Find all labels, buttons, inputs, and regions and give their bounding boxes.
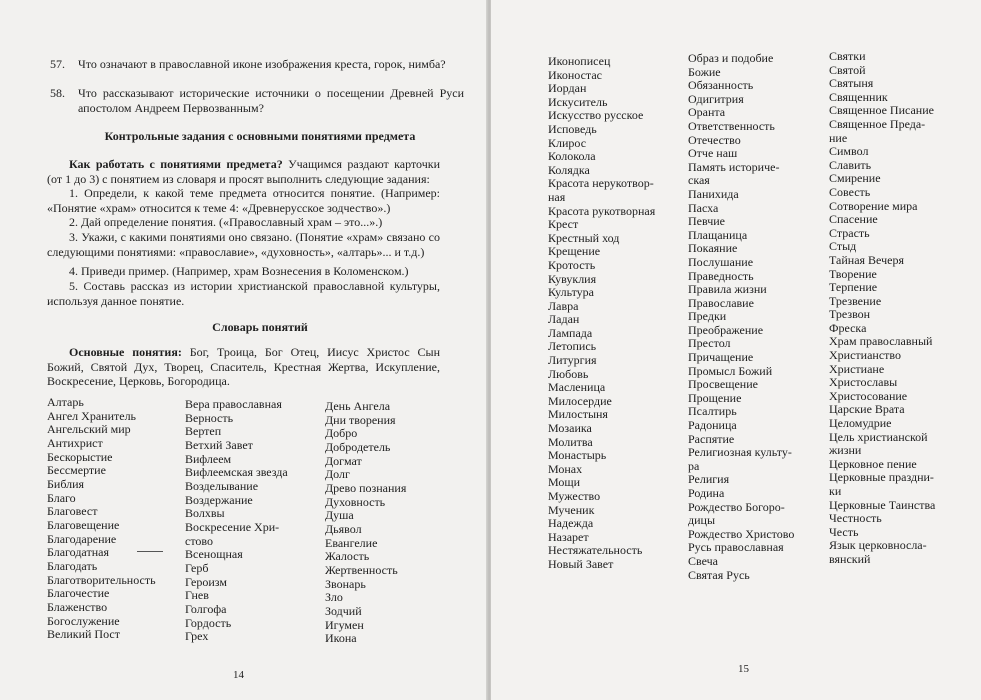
dictionary-term: Герб <box>185 560 209 575</box>
dictionary-term: Цель христианской <box>829 429 928 444</box>
dictionary-term: Игумен <box>325 617 364 632</box>
dictionary-term: ная <box>548 189 566 204</box>
dictionary-term: День Ангела <box>325 399 391 413</box>
task-4: 4. Приведи пример. (Например, храм Вознесения в Коломенском.) <box>69 264 409 278</box>
section-title: Контрольные задания с основными понятиями предмета <box>104 129 416 143</box>
dictionary-term: Вертеп <box>185 424 222 439</box>
dictionary-term: Долг <box>325 467 350 482</box>
dictionary-term: Отче наш <box>688 146 738 161</box>
dictionary-term: Мозаика <box>548 421 592 436</box>
dictionary-term: Вифлеем <box>185 451 232 466</box>
dictionary-term: Святки <box>829 49 866 63</box>
dictionary-term: Культура <box>548 285 594 300</box>
dictionary-term: Христосование <box>829 388 908 403</box>
task-2: 2. Дай определение понятия. («Православный храм – это...».) <box>69 215 383 229</box>
dictionary-term: стово <box>185 533 213 548</box>
right-page <box>491 0 981 700</box>
dictionary-term: Жертвенность <box>325 562 398 577</box>
dictionary-term: Колядка <box>548 162 590 177</box>
dictionary-term: Одигитрия <box>688 91 744 106</box>
dictionary-term: Память историче- <box>688 159 780 174</box>
page-number: 15 <box>738 663 749 675</box>
dictionary-term: Кувуклия <box>548 271 597 286</box>
dictionary-column-1 <box>47 396 156 642</box>
dictionary-term: Смирение <box>829 171 881 186</box>
dictionary-term: Крест <box>548 217 579 232</box>
dictionary-term: Лавра <box>548 298 579 313</box>
dictionary-term: Священное Писание <box>829 103 934 118</box>
dictionary-title: Словарь понятий <box>212 320 308 334</box>
dictionary-term: Ангельский мир <box>47 422 131 437</box>
dictionary-term: Бессмертие <box>47 463 106 478</box>
dictionary-term: Кротость <box>548 257 596 272</box>
dictionary-term: Масленица <box>548 380 606 395</box>
basic-text: Бог, Троица, Бог Отец, Иисус Христос Сын Божий, Святой Дух, Творец, Спаситель, Крестная Жертва, Искупление, Воскресение, Церковь, Богородица. <box>47 345 440 389</box>
dictionary-term: Благочестие <box>47 586 110 601</box>
task-3: 3. Укажи, с какими понятиями оно связано. (Понятие «храм» связано со следующими понятиями: «православие», «духовность», «алтарь»... и т.д.) <box>47 230 440 259</box>
left-page <box>0 0 488 700</box>
dictionary-term: Предки <box>688 309 727 324</box>
dictionary-term: Назарет <box>548 529 589 544</box>
dictionary-term: Милосердие <box>548 393 612 408</box>
dictionary-term: Трезвон <box>829 307 871 322</box>
dictionary-term: Символ <box>829 144 869 159</box>
dictionary-term: Милостыня <box>548 407 608 422</box>
dictionary-term: Оранта <box>688 105 726 120</box>
dictionary-term: Благовест <box>47 504 98 519</box>
dictionary-term: Священное Преда- <box>829 116 926 131</box>
dictionary-term: Зодчий <box>325 603 362 618</box>
dictionary-term: Голгофа <box>185 601 227 616</box>
dictionary-term: Религия <box>688 472 730 487</box>
dictionary-term: Творение <box>829 266 877 281</box>
dictionary-term: Литургия <box>548 353 597 368</box>
dictionary-term: Мощи <box>548 475 581 490</box>
dictionary-term: Отечество <box>688 132 741 147</box>
dictionary-term: Язык церковносла- <box>829 538 927 553</box>
dictionary-term: Воскресение Хри- <box>185 519 280 534</box>
dictionary-term: Честность <box>829 511 882 526</box>
dictionary-term: Русь православная <box>688 540 784 555</box>
dictionary-term: Сотворение мира <box>829 198 918 213</box>
dictionary-term: Страсть <box>829 225 870 240</box>
dictionary-term: Послушание <box>688 254 754 269</box>
dictionary-term: Возделывание <box>185 478 259 493</box>
dictionary-term: Благодатная <box>47 545 109 560</box>
dictionary-term: Алтарь <box>47 395 84 409</box>
dictionary-term: Дни творения <box>325 412 396 427</box>
dictionary-term: Святыня <box>829 76 874 91</box>
dictionary-term: Родина <box>688 486 725 500</box>
dictionary-column-6 <box>829 50 935 567</box>
dictionary-term: ки <box>829 484 842 498</box>
dictionary-term: ние <box>829 130 848 145</box>
dictionary-term: Крестный ход <box>548 230 620 245</box>
dictionary-term: Библия <box>47 476 85 491</box>
task-1: 1. Определи, к какой теме предмета относится понятие. (Например: «Понятие «храм» относится к теме 4: «Древнерусское зодчество».) <box>47 186 440 215</box>
dictionary-term: Надежда <box>548 516 594 531</box>
dictionary-term: Благодарение <box>47 531 117 546</box>
dictionary-term: жизни <box>829 443 862 458</box>
question-number: 58. <box>50 86 65 100</box>
dictionary-term: Преображение <box>688 322 764 337</box>
dictionary-term: Прощение <box>688 390 742 405</box>
dictionary-term: Лампада <box>548 325 593 340</box>
dictionary-term: Причащение <box>688 350 754 365</box>
dictionary-term: Клирос <box>548 135 587 150</box>
dictionary-term: вянский <box>829 551 871 566</box>
task-5: 5. Составь рассказ из истории христианской православной культуры, используя данное понятие. <box>47 279 440 308</box>
dictionary-term: Духовность <box>325 494 386 509</box>
dictionary-term: Красота рукотворная <box>548 203 656 218</box>
dictionary-term: Верность <box>185 410 234 425</box>
dictionary-term: Панихида <box>688 186 739 201</box>
dictionary-term: Святая Русь <box>688 567 750 582</box>
dictionary-term: Монастырь <box>548 448 607 463</box>
dictionary-term: Праведность <box>688 268 754 283</box>
dictionary-term: Священник <box>829 89 888 104</box>
dictionary-term: Церковное пение <box>829 456 917 471</box>
question-text: Что означают в православной иконе изображения креста, горок, нимба? <box>78 57 446 71</box>
dictionary-term: Честь <box>829 524 859 539</box>
basic-concepts <box>47 345 440 389</box>
dictionary-term: Монах <box>548 461 583 476</box>
dictionary-term: Ответственность <box>688 118 775 133</box>
question-number: 57. <box>50 57 65 71</box>
dictionary-column-2 <box>185 398 288 644</box>
dictionary-term: Летопись <box>548 339 597 354</box>
dictionary-term: Просвещение <box>688 377 758 392</box>
dictionary-term: Звонарь <box>325 576 366 591</box>
dictionary-term: Благотворительность <box>47 572 156 587</box>
dictionary-term: Евангелие <box>325 535 378 550</box>
dictionary-term: Искусство русское <box>548 108 644 123</box>
dictionary-term: Жалость <box>325 549 370 564</box>
dictionary-term: Спасение <box>829 212 878 227</box>
dictionary-term: Царские Врата <box>829 402 905 417</box>
dictionary-term: Искуситель <box>548 94 608 109</box>
dictionary-term: Терпение <box>829 280 878 295</box>
dictionary-term: Промысл Божий <box>688 363 773 378</box>
dictionary-term: Гордость <box>185 615 232 630</box>
dictionary-term: Богослужение <box>47 613 120 628</box>
how-to-intro: Учащимся раздают карточки (от 1 до 3) с понятием из словаря и просят выполнить следующие задания: <box>47 157 441 186</box>
basic-label: Основные понятия: <box>69 345 182 359</box>
dictionary-term: Целомудрие <box>829 416 892 431</box>
dictionary-term: Блаженство <box>47 599 108 614</box>
dictionary-term: Икона <box>325 631 357 646</box>
dictionary-term: Нестяжательность <box>548 543 643 558</box>
dictionary-term: Антихрист <box>47 435 103 450</box>
dictionary-term: Ладан <box>548 312 580 327</box>
dictionary-term: Славить <box>829 157 872 172</box>
dictionary-column-3 <box>325 400 406 646</box>
dictionary-term: Плащаница <box>688 227 748 242</box>
dictionary-term: Вера православная <box>185 397 282 411</box>
dictionary-term: Храм православный <box>829 334 933 349</box>
dictionary-term: Обязанность <box>688 78 754 93</box>
dictionary-term: Грех <box>185 629 209 644</box>
dictionary-term: Благо <box>47 490 76 505</box>
dictionary-term: Добродетель <box>325 439 391 454</box>
dictionary-term: Мужество <box>548 489 601 503</box>
dictionary-term: Христианство <box>829 348 901 363</box>
page-number: 14 <box>233 669 244 681</box>
dictionary-term: Святой <box>829 62 866 77</box>
how-to-heading: Как работать с понятиями предмета? <box>69 157 283 171</box>
dictionary-term: Православие <box>688 295 754 310</box>
dictionary-term: Добро <box>325 426 358 441</box>
dictionary-term: Христославы <box>829 375 898 390</box>
dictionary-term: Правила жизни <box>688 282 767 297</box>
dictionary-term: Ангел Хранитель <box>47 408 137 423</box>
dictionary-column-5 <box>688 52 794 582</box>
dictionary-term: Рождество Богоро- <box>688 499 785 514</box>
dictionary-term: Христиане <box>829 361 885 376</box>
dictionary-term: Любовь <box>548 366 589 381</box>
dictionary-term: Дьявол <box>325 521 362 536</box>
dictionary-term: Певчие <box>688 214 725 229</box>
dictionary-term: Совесть <box>829 184 871 199</box>
dictionary-term: Трезвение <box>829 293 882 308</box>
dictionary-term: Рождество Христово <box>688 526 795 541</box>
dictionary-term: Образ и подобие <box>688 51 774 65</box>
dictionary-term: Гнев <box>185 588 209 603</box>
dictionary-term: Крещение <box>548 244 601 259</box>
dictionary-term: Свеча <box>688 553 718 568</box>
dictionary-term: ра <box>688 458 700 473</box>
dictionary-term: Догмат <box>325 453 362 468</box>
dash-mark <box>137 551 163 552</box>
dictionary-term: Великий Пост <box>47 627 120 642</box>
dictionary-term: дицы <box>688 513 716 528</box>
dictionary-term: Зло <box>325 590 343 605</box>
dictionary-term: Волхвы <box>185 506 225 521</box>
dictionary-term: Красота нерукотвор- <box>548 176 654 191</box>
dictionary-term: Древо познания <box>325 480 407 495</box>
dictionary-term: ская <box>688 173 710 188</box>
dictionary-term: Иконостас <box>548 67 602 82</box>
how-to-paragraph <box>47 157 440 186</box>
dictionary-term: Религиозная культу- <box>688 445 792 460</box>
dictionary-term: Мученик <box>548 502 595 517</box>
dictionary-term: Церковные праздни- <box>829 470 934 485</box>
dictionary-term: Иконописец <box>548 54 611 68</box>
dictionary-column-4 <box>548 55 655 572</box>
dictionary-term: Всенощная <box>185 547 243 562</box>
dictionary-term: Божие <box>688 64 721 79</box>
dictionary-term: Благодать <box>47 558 98 573</box>
dictionary-term: Радоница <box>688 418 737 433</box>
dictionary-term: Престол <box>688 336 731 351</box>
dictionary-term: Иордан <box>548 81 587 96</box>
question-text: Что рассказывают исторические источники о посещении Древней Руси апостолом Андреем Первозванным? <box>78 86 464 115</box>
dictionary-term: Вифлеемская звезда <box>185 465 288 480</box>
dictionary-term: Распятие <box>688 431 735 446</box>
dictionary-term: Покаяние <box>688 241 738 256</box>
dictionary-term: Душа <box>325 508 354 523</box>
dictionary-term: Молитва <box>548 434 593 449</box>
dictionary-term: Фреска <box>829 320 867 335</box>
dictionary-term: Колокола <box>548 149 596 164</box>
dictionary-term: Воздержание <box>185 492 253 507</box>
dictionary-term: Церковные Таинства <box>829 497 936 512</box>
dictionary-term: Стыд <box>829 239 857 254</box>
dictionary-term: Исповедь <box>548 121 597 136</box>
dictionary-term: Благовещение <box>47 517 120 532</box>
dictionary-term: Тайная Вечеря <box>829 252 904 267</box>
dictionary-term: Новый Завет <box>548 556 614 571</box>
dictionary-term: Ветхий Завет <box>185 437 253 452</box>
dictionary-term: Псалтирь <box>688 404 737 419</box>
dictionary-term: Героизм <box>185 574 227 589</box>
dictionary-term: Пасха <box>688 200 719 215</box>
dictionary-term: Бескорыстие <box>47 449 113 464</box>
